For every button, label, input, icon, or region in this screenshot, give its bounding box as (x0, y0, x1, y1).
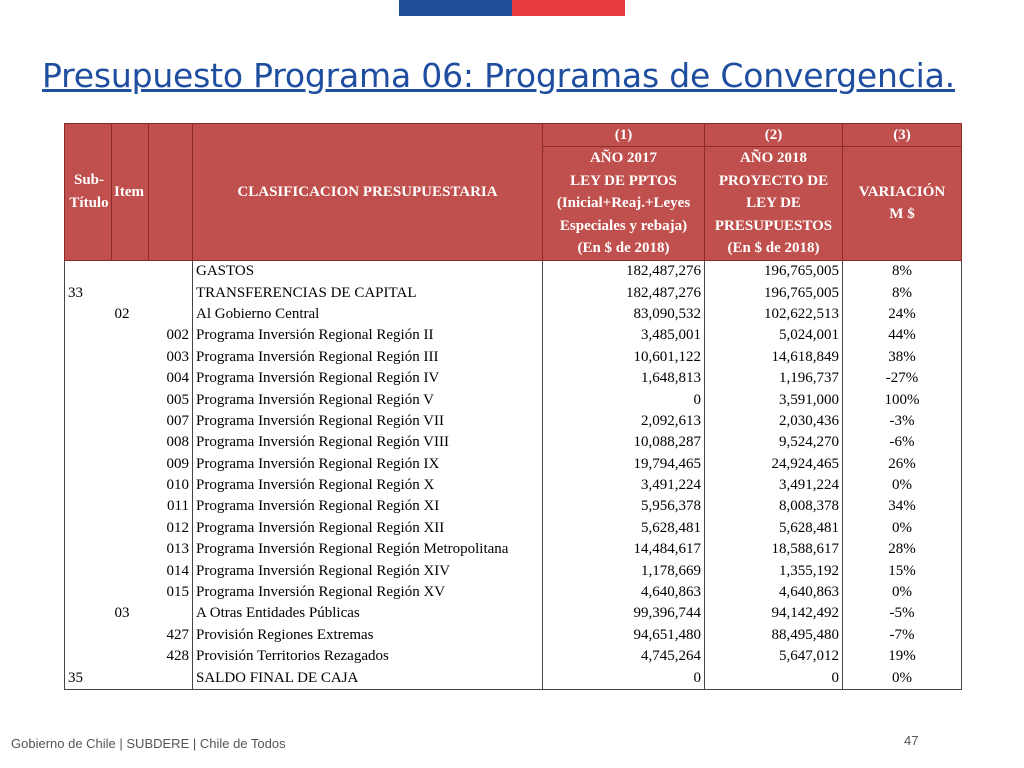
cell-2017: 182,487,276 (543, 260, 705, 282)
cell-subtitulo (65, 304, 112, 325)
footer-text: Gobierno de Chile | SUBDERE | Chile de Todos (11, 736, 286, 751)
cell-item (112, 539, 149, 560)
cell-description: Programa Inversión Regional Región VII (193, 411, 543, 432)
cell-2018: 3,491,224 (705, 475, 843, 496)
cell-2018: 18,588,617 (705, 539, 843, 560)
table-row (65, 282, 962, 303)
cell-subtitulo (65, 453, 112, 474)
cell-2017: 2,092,613 (543, 411, 705, 432)
cell-2018: 1,196,737 (705, 368, 843, 389)
cell-variation: 38% (843, 347, 962, 368)
cell-2017: 14,484,617 (543, 539, 705, 560)
cell-2017: 3,491,224 (543, 475, 705, 496)
cell-subtitulo (65, 475, 112, 496)
cell-description: Programa Inversión Regional Región X (193, 475, 543, 496)
cell-variation: 100% (843, 389, 962, 410)
cell-asignacion: 427 (149, 625, 193, 646)
cell-subtitulo (65, 389, 112, 410)
cell-variation: -6% (843, 432, 962, 453)
header-subtitulo (65, 124, 112, 261)
cell-subtitulo (65, 560, 112, 581)
cell-2018: 5,024,001 (705, 325, 843, 346)
table-row (65, 539, 962, 560)
cell-item (112, 582, 149, 603)
cell-asignacion: 005 (149, 389, 193, 410)
cell-2017: 10,601,122 (543, 347, 705, 368)
cell-asignacion (149, 260, 193, 282)
cell-2018: 5,647,012 (705, 646, 843, 667)
cell-2017: 0 (543, 667, 705, 689)
table-row (65, 560, 962, 581)
cell-variation: -5% (843, 603, 962, 624)
header-asignacion (149, 124, 193, 261)
cell-subtitulo (65, 260, 112, 282)
cell-item (112, 496, 149, 517)
cell-description: Provisión Territorios Rezagados (193, 646, 543, 667)
cell-item (112, 389, 149, 410)
cell-2018: 196,765,005 (705, 282, 843, 303)
cell-subtitulo (65, 325, 112, 346)
table-row (65, 667, 962, 689)
cell-asignacion: 007 (149, 411, 193, 432)
table-row (65, 625, 962, 646)
cell-asignacion: 428 (149, 646, 193, 667)
table-row (65, 368, 962, 389)
header-col3-label (843, 147, 962, 261)
cell-2018: 196,765,005 (705, 260, 843, 282)
cell-item (112, 368, 149, 389)
cell-variation: 0% (843, 475, 962, 496)
cell-asignacion: 015 (149, 582, 193, 603)
cell-2018: 24,924,465 (705, 453, 843, 474)
cell-description: TRANSFERENCIAS DE CAPITAL (193, 282, 543, 303)
cell-2018: 1,355,192 (705, 560, 843, 581)
cell-subtitulo (65, 582, 112, 603)
cell-2018: 94,142,492 (705, 603, 843, 624)
cell-subtitulo (65, 347, 112, 368)
header-col1-line: AÑO 2017 (589, 150, 658, 166)
cell-item (112, 282, 149, 303)
cell-asignacion (149, 304, 193, 325)
cell-item (112, 432, 149, 453)
cell-2017: 10,088,287 (543, 432, 705, 453)
cell-asignacion: 002 (149, 325, 193, 346)
cell-2017: 19,794,465 (543, 453, 705, 474)
header-item: Item (112, 124, 149, 261)
cell-variation: 0% (843, 582, 962, 603)
table-row (65, 325, 962, 346)
table-row (65, 432, 962, 453)
cell-2018: 88,495,480 (705, 625, 843, 646)
header-col3-line: M $ (889, 206, 915, 223)
table-row (65, 411, 962, 432)
cell-item (112, 625, 149, 646)
header-col3-number: (3) (843, 124, 962, 147)
cell-description: Programa Inversión Regional Región XI (193, 496, 543, 517)
flag-blue-band (399, 0, 512, 16)
flag-stripe (399, 0, 625, 16)
header-col3-line: VARIACIÓN (858, 183, 946, 200)
table-row (65, 347, 962, 368)
header-col2-line: AÑO 2018 (739, 150, 808, 166)
cell-2017: 1,178,669 (543, 560, 705, 581)
cell-asignacion: 011 (149, 496, 193, 517)
cell-2018: 3,591,000 (705, 389, 843, 410)
cell-2018: 4,640,863 (705, 582, 843, 603)
cell-variation: 34% (843, 496, 962, 517)
header-col1-line: Especiales y rebaja) (559, 217, 688, 234)
cell-description: Programa Inversión Regional Región V (193, 389, 543, 410)
cell-variation: 15% (843, 560, 962, 581)
table-row (65, 646, 962, 667)
cell-2018: 2,030,436 (705, 411, 843, 432)
cell-subtitulo: 33 (65, 282, 112, 303)
cell-2017: 182,487,276 (543, 282, 705, 303)
cell-2017: 94,651,480 (543, 625, 705, 646)
header-clasificacion: CLASIFICACION PRESUPUESTARIA (193, 124, 543, 261)
table-row (65, 389, 962, 410)
cell-item: 02 (114, 305, 130, 322)
cell-asignacion (149, 603, 193, 624)
cell-asignacion: 013 (149, 539, 193, 560)
cell-asignacion: 012 (149, 518, 193, 539)
table-row (65, 453, 962, 474)
cell-item (112, 560, 149, 581)
cell-2018: 102,622,513 (705, 304, 843, 325)
cell-2017: 4,745,264 (543, 646, 705, 667)
cell-description: Programa Inversión Regional Región IX (193, 453, 543, 474)
cell-2017: 99,396,744 (543, 603, 705, 624)
table-row (65, 475, 962, 496)
cell-item (112, 518, 149, 539)
cell-description: Programa Inversión Regional Región XIV (193, 560, 543, 581)
cell-asignacion: 003 (149, 347, 193, 368)
cell-subtitulo (65, 646, 112, 667)
cell-asignacion (149, 282, 193, 303)
header-col1-line: (Inicial+Reaj.+Leyes (556, 195, 691, 212)
cell-2018: 5,628,481 (705, 518, 843, 539)
cell-description: Programa Inversión Regional Región XV (193, 582, 543, 603)
cell-asignacion: 004 (149, 368, 193, 389)
cell-variation: -7% (843, 625, 962, 646)
header-col2-line: PROYECTO DE (718, 172, 829, 189)
budget-table (64, 123, 962, 690)
cell-description: Programa Inversión Regional Región VIII (193, 432, 543, 453)
header-col1-line: LEY DE PPTOS (570, 172, 677, 189)
cell-subtitulo (65, 432, 112, 453)
cell-description: Provisión Regiones Extremas (193, 625, 543, 646)
cell-asignacion: 014 (149, 560, 193, 581)
table-row (65, 304, 962, 325)
table-row (65, 603, 962, 624)
cell-2018: 0 (705, 667, 843, 689)
cell-2018: 9,524,270 (705, 432, 843, 453)
cell-description: SALDO FINAL DE CAJA (193, 667, 543, 689)
cell-2017: 3,485,001 (543, 325, 705, 346)
cell-2017: 5,956,378 (543, 496, 705, 517)
cell-item (112, 667, 149, 689)
cell-subtitulo (65, 518, 112, 539)
page-number: 47 (904, 733, 919, 748)
cell-variation: 24% (843, 304, 962, 325)
slide-title[interactable]: Presupuesto Programa 06: Programas de Convergencia. (42, 56, 955, 95)
cell-item: 03 (114, 605, 130, 622)
cell-subtitulo (65, 368, 112, 389)
cell-2017: 0 (543, 389, 705, 410)
cell-description: Programa Inversión Regional Región Metropolitana (193, 539, 543, 560)
table-row (65, 518, 962, 539)
cell-2017: 1,648,813 (543, 368, 705, 389)
cell-variation: 8% (843, 260, 962, 282)
cell-2017: 83,090,532 (543, 304, 705, 325)
header-col2-label (705, 147, 843, 261)
cell-description: Al Gobierno Central (193, 304, 543, 325)
header-col1-line: (En $ de 2018) (577, 240, 670, 257)
header-col1-label (543, 147, 705, 261)
header-col2-line: PRESUPUESTOS (714, 217, 833, 234)
cell-asignacion: 010 (149, 475, 193, 496)
table-row (65, 582, 962, 603)
cell-variation: -3% (843, 411, 962, 432)
cell-subtitulo (65, 496, 112, 517)
cell-asignacion: 009 (149, 453, 193, 474)
header-col2-number: (2) (705, 124, 843, 147)
cell-2017: 4,640,863 (543, 582, 705, 603)
header-col2-line: LEY DE (746, 195, 801, 212)
cell-description: A Otras Entidades Públicas (193, 603, 543, 624)
cell-variation: 19% (843, 646, 962, 667)
cell-subtitulo (65, 411, 112, 432)
cell-item (112, 453, 149, 474)
cell-description: Programa Inversión Regional Región III (193, 347, 543, 368)
cell-asignacion (149, 667, 193, 689)
cell-item (112, 475, 149, 496)
cell-description: GASTOS (193, 260, 543, 282)
table-row (65, 496, 962, 517)
flag-red-band (512, 0, 625, 16)
cell-subtitulo (65, 625, 112, 646)
cell-variation: 44% (843, 325, 962, 346)
cell-description: Programa Inversión Regional Región II (193, 325, 543, 346)
header-col1-number: (1) (543, 124, 705, 147)
cell-variation: 26% (843, 453, 962, 474)
cell-variation: -27% (843, 368, 962, 389)
header-subtitulo-label: Sub-Título (69, 172, 109, 211)
cell-item (112, 260, 149, 282)
cell-variation: 0% (843, 667, 962, 689)
cell-item (112, 411, 149, 432)
table-row (65, 260, 962, 282)
cell-2018: 14,618,849 (705, 347, 843, 368)
cell-variation: 8% (843, 282, 962, 303)
cell-description: Programa Inversión Regional Región XII (193, 518, 543, 539)
cell-asignacion: 008 (149, 432, 193, 453)
cell-item (112, 325, 149, 346)
header-col2-line: (En $ de 2018) (727, 240, 820, 257)
cell-2017: 5,628,481 (543, 518, 705, 539)
cell-item (112, 347, 149, 368)
cell-subtitulo (65, 603, 112, 624)
budget-table-body (65, 260, 962, 689)
cell-variation: 0% (843, 518, 962, 539)
cell-variation: 28% (843, 539, 962, 560)
cell-subtitulo: 35 (65, 667, 112, 689)
cell-2018: 8,008,378 (705, 496, 843, 517)
cell-description: Programa Inversión Regional Región IV (193, 368, 543, 389)
cell-subtitulo (65, 539, 112, 560)
cell-item (112, 646, 149, 667)
